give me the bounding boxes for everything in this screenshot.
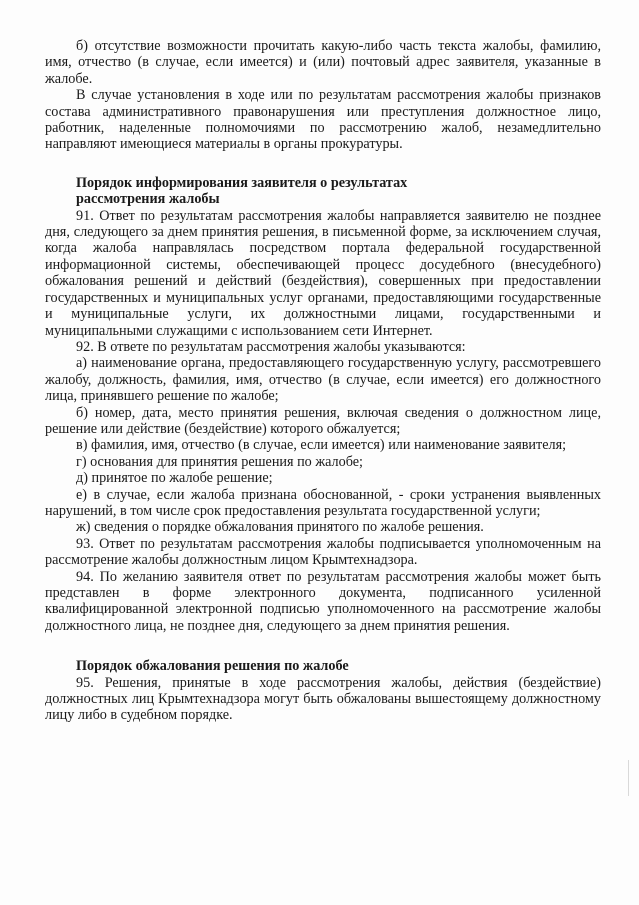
paragraph-91: 91. Ответ по результатам рассмотрения жалобы направляется заявителю не позднее дня, следующего за днем принятия решения, в письменной форме, за исключением случая, когда жалоба направлялась посредством портала федеральной государственной информационной системы, обеспечивающей процесс досудебного (внесудебного) обжалования решений и действий (бездействия), совершенных при предоставлении государственных и муниципальных услуг органами, предоставляющими государственные и муниципальные услуги, их должностными лицами, государственными и муниципальными служащими с использованием сети Интернет. <box>45 207 601 339</box>
paragraph-92: 92. В ответе по результатам рассмотрения жалобы указываются: <box>76 338 466 355</box>
paragraph-94: 94. По желанию заявителя ответ по результатам рассмотрения жалобы может быть представлен в форме электронного документа, подписанного усиленной квалифицированной электронной подписью уполномоченного на рассмотрение жалобы должностного лица, не позднее дня, следующего за днем принятия решения. <box>45 568 601 634</box>
paragraph-92-item-v: в) фамилия, имя, отчество (в случае, если имеется) или наименование заявителя; <box>76 437 567 454</box>
section-heading-appeal-text: Порядок обжалования решения по жалобе <box>76 658 349 675</box>
paragraph-92-item-b: б) номер, дата, место принятия решения, включая сведения о должностном лице, решение или действие (бездействие) которого обжалуется; <box>45 404 601 437</box>
section-heading-informing-line2: рассмотрения жалобы <box>76 191 220 208</box>
scan-edge-mark <box>628 760 629 796</box>
paragraph-prosecutor-referral: В случае установления в ходе или по результатам рассмотрения жалобы признаков состава административного правонарушения или преступления должностное лицо, работник, наделенные полномочиями по рассмотрению жалоб, незамедлительно направляют имеющиеся материалы в органы прокуратуры. <box>45 87 601 153</box>
section-heading-informing-line1: Порядок информирования заявителя о результатах <box>76 174 408 191</box>
paragraph-complaint-item-b: б) отсутствие возможности прочитать какую-либо часть текста жалобы, фамилию, имя, отчество (в случае, если имеется) и (или) почтовый адрес заявителя, указанные в жалобе. <box>45 38 601 87</box>
paragraph-92-item-zh: ж) сведения о порядке обжалования принятого по жалобе решения. <box>76 519 484 536</box>
paragraph-92-item-d: д) принятое по жалобе решение; <box>76 470 273 487</box>
document-body <box>45 38 601 724</box>
paragraph-92-item-a: а) наименование органа, предоставляющего государственную услугу, рассмотревшего жалобу, должность, фамилия, имя, отчество (в случае, если имеется) его должностного лица, принявшего решение по жалобе; <box>45 355 601 405</box>
section-heading-appeal <box>45 658 601 674</box>
paragraph-92-item-g: г) основания для принятия решения по жалобе; <box>76 453 363 470</box>
paragraph-93: 93. Ответ по результатам рассмотрения жалобы подписывается уполномоченным на рассмотрение жалобы должностным лицом Крымтехнадзора. <box>45 535 601 569</box>
section-heading-informing <box>45 175 601 208</box>
paragraph-95: 95. Решения, принятые в ходе рассмотрения жалобы, действия (бездействие) должностных лиц Крымтехнадзора могут быть обжалованы вышестоящему должностному лицу либо в судебном порядке. <box>45 674 601 724</box>
paragraph-92-item-e: е) в случае, если жалоба признана обоснованной, - сроки устранения выявленных нарушений, в том числе срок предоставления результата государственной услуги; <box>45 486 601 519</box>
